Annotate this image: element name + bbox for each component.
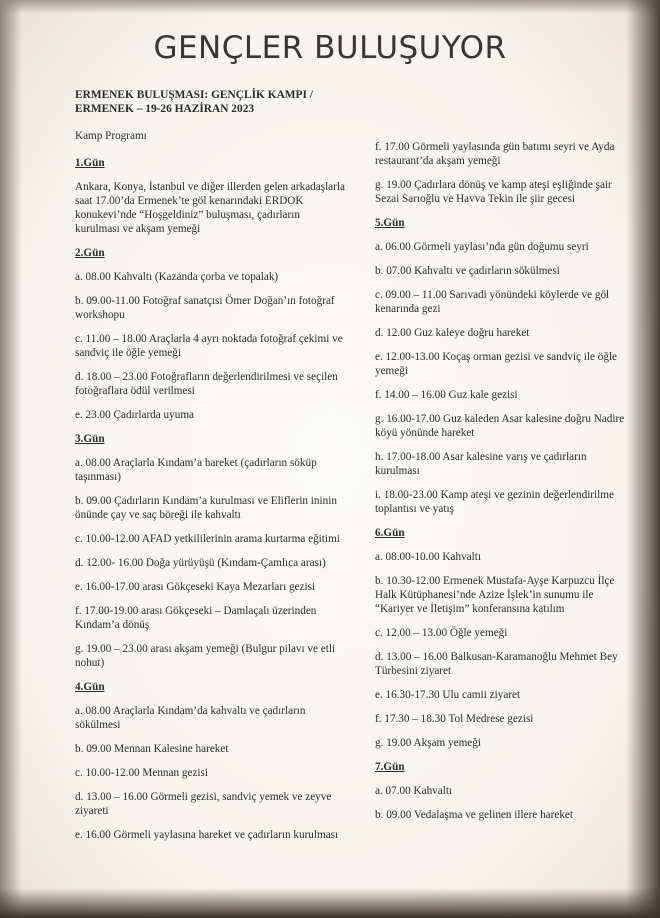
- program-item: c. 12.00 – 13.00 Öğle yemeği: [375, 627, 508, 639]
- program-item: b. 07.00 Kahvaltı ve çadırların sökülmesi: [375, 265, 560, 277]
- day-heading: 3.Gün: [75, 433, 105, 445]
- edge-shadow-right: [626, 0, 660, 918]
- program-item: e. 16.00 Görmeli yaylasına hareket ve çadırların kurulması: [75, 829, 339, 841]
- program-item: f. 17.30 – 18.30 Tol Medrese gezisi: [375, 713, 534, 725]
- program-item: h. 17.00-18.00 Asar kalesine varış ve çadırların kurulması: [375, 451, 587, 477]
- program-item: Ankara, Konya, İstanbul ve diğer illerden gelen arkadaşlarla saat 17.00’da Ermenek’te göl kenarındaki ERDOK konukevi’nde “Hoşgeldiniz” buluşması, çadırların kurulması ve akşam yemeği: [75, 181, 345, 235]
- program-item: e. 16.00-17.00 arası Gökçeseki Kaya Mezarları gezisi: [75, 581, 316, 593]
- program-item: a. 07.00 Kahvaltı: [375, 785, 453, 797]
- program-item: f. 14.00 – 16.00 Guz kale gezisi: [375, 389, 518, 401]
- program-item: i. 18.00-23.00 Kamp ateşi ve gezinin değerlendirilme toplantısı ve yatış: [375, 489, 614, 515]
- program-item: f. 17.00 Görmeli yaylasında gün batımı seyri ve Ayda restaurant’da akşam yemeği: [375, 141, 615, 167]
- program-item: d. 12.00- 16.00 Doğa yürüyüşü (Kındam-Çamlıca arası): [75, 557, 326, 569]
- program-item: f. 17.00-19.00 arası Gökçeseki – Damlaçalı üzerinden Kındam’a dönüş: [75, 605, 317, 631]
- day-heading: 6.Gün: [375, 527, 405, 539]
- program-item: e. 23.00 Çadırlarda uyuma: [75, 409, 194, 421]
- edge-shadow-left: [0, 0, 22, 918]
- program-item: c. 10.00-12.00 AFAD yetkililerinin arama kurtarma eğitimi: [75, 533, 340, 545]
- page-title: GENÇLER BULUŞUYOR: [153, 30, 507, 66]
- program-item: a. 08.00 Araçlarla Kındam’da kahvaltı ve çadırların sökülmesi: [75, 705, 306, 731]
- event-title: ERMENEK BULUŞMASI: GENÇLİK KAMPI / ERMENEK – 19-26 HAZİRAN 2023: [75, 89, 313, 115]
- day-heading: 7.Gün: [375, 761, 405, 773]
- program-item: b. 09.00 Mennan Kalesine hareket: [75, 743, 229, 755]
- program-item: e. 16.30-17.30 Ulu camii ziyaret: [375, 689, 521, 701]
- edge-shadow-top: [0, 0, 660, 14]
- program-item: g. 19.00 – 23.00 arası akşam yemeği (Bulgur pilavı ve etli nohut): [75, 643, 336, 669]
- program-item: a. 08.00 Araçlarla Kındam’a hareket (çadırların söküp taşınması): [75, 457, 317, 483]
- program-item: d. 13.00 – 16.00 Görmeli gezisi, sandviç yemek ve zeyve ziyareti: [75, 791, 332, 817]
- day-heading: 1.Gün: [75, 157, 105, 169]
- program-item: b. 09.00 Vedalaşma ve gelinen illere hareket: [375, 809, 573, 821]
- day-heading: 4.Gün: [75, 681, 105, 693]
- program-item: e. 12.00-13.00 Koçaş orman gezisi ve sandviç ile öğle yemeği: [375, 351, 618, 377]
- program-item: g. 19.00 Çadırlara dönüş ve kamp ateşi eşliğinde şair Sezai Sarıoğlu ve Havva Tekin ile şiir gecesi: [375, 179, 612, 205]
- edge-shadow-bottom: [0, 888, 660, 918]
- program-item: d. 13.00 – 16.00 Balkusan-Karamanoğlu Mehmet Bey Türbesini ziyaret: [375, 651, 618, 677]
- day-heading: 2.Gün: [75, 247, 105, 259]
- program-item: c. 09.00 – 11.00 Sarıvadi yönündeki köylerde ve göl kenarında gezi: [375, 289, 610, 315]
- program-item: g. 19.00 Akşam yemeği: [375, 737, 481, 749]
- program-item: a. 08.00 Kahvaltı (Kazanda çorba ve topalak): [75, 271, 279, 283]
- program-item: a. 06.00 Görmeli yaylası’nda gün doğumu seyri: [375, 241, 589, 253]
- program-item: c. 11.00 – 18.00 Araçlarla 4 ayrı noktada fotoğraf çekimi ve sandviç ile öğle yemeği: [75, 333, 343, 359]
- right-column: [375, 140, 625, 832]
- program-item: c. 10.00-12.00 Mennan gezisi: [75, 767, 208, 779]
- day-heading: 5.Gün: [375, 217, 405, 229]
- program-item: d. 12.00 Guz kaleye doğru hareket: [375, 327, 530, 339]
- program-item: a. 08.00-10.00 Kahvaltı: [375, 551, 481, 563]
- left-column: [75, 88, 345, 852]
- program-item: b. 09.00-11.00 Fotoğraf sanatçısı Ömer Doğan’ın fotoğraf workshopu: [75, 295, 335, 321]
- program-item: d. 18.00 – 23.00 Fotoğrafların değerlendirilmesi ve seçilen fotoğraflara ödül verilmesi: [75, 371, 338, 397]
- program-label: Kamp Programı: [75, 130, 147, 142]
- program-item: g. 16.00-17.00 Guz kaleden Asar kalesine doğru Nadire köyü yönünde hareket: [375, 413, 625, 439]
- program-item: b. 10.30-12.00 Ermenek Mustafa-Ayşe Karpuzcu İlçe Halk Kütüphanesi’nde Azize İşlek’in sunumu ile “Kariyer ve İletişim” konferansına katılım: [375, 575, 615, 615]
- program-item: b. 09.00 Çadırların Kındam’a kurulması ve Eliflerin ininin önünde çay ve saç böreği ile kahvaltı: [75, 495, 337, 521]
